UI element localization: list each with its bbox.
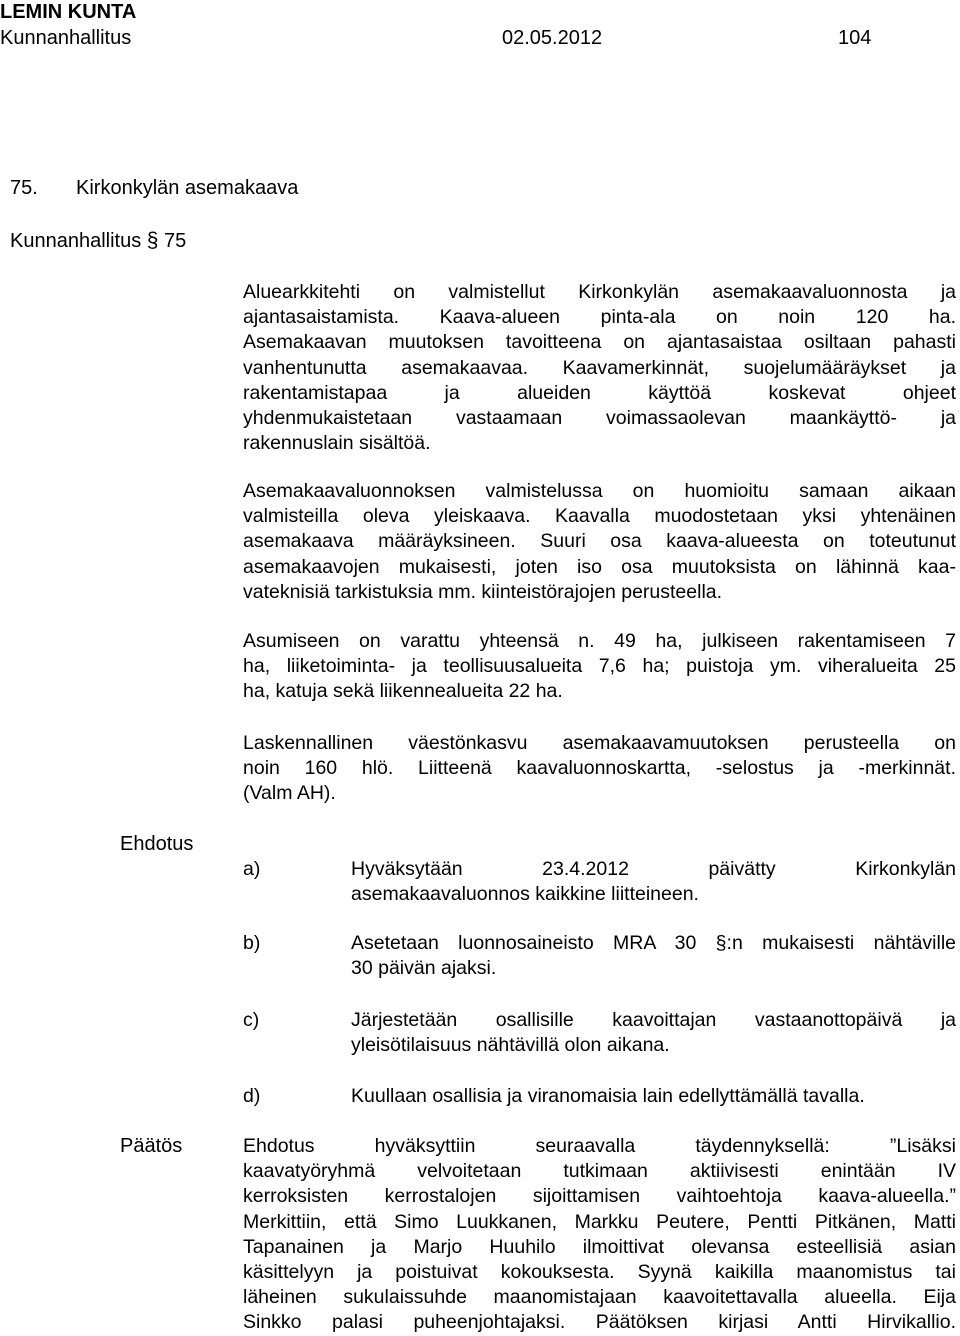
text-line: Asetetaan luonnosaineisto MRA 30 §:n mukaisesti nähtäville bbox=[351, 932, 956, 954]
proposal-item-text bbox=[351, 1008, 956, 1058]
section-title-text: Kirkonkylän asemakaava bbox=[76, 177, 299, 199]
proposal-item-letter: d) bbox=[243, 1085, 261, 1107]
text-line: Asumiseen on varattu yhteensä n. 49 ha, julkiseen rakentamiseen 7 bbox=[243, 630, 956, 652]
text-line: asemakaavaluonnos kaikkine liitteineen. bbox=[351, 883, 699, 906]
text-line: valmisteilla oleva yleiskaava. Kaavalla muodostetaan yksi yhtenäinen bbox=[243, 505, 956, 528]
text-line: 30 päivän ajaksi. bbox=[351, 957, 497, 980]
text-line: kaavatyöryhmä velvoitetaan tutkimaan aktiivisesti enintään IV bbox=[243, 1160, 956, 1183]
text-line: ajantasaistamista. Kaava-alueen pinta-ala on noin 120 ha. bbox=[243, 306, 956, 329]
text-line: rakennuslain sisältöä. bbox=[243, 432, 431, 455]
text-line: käsittelyyn ja poistuivat kokouksesta. Syynä kaikilla maanomistus tai bbox=[243, 1260, 956, 1283]
text-line: Kuullaan osallisia ja viranomaisia lain edellyttämällä tavalla. bbox=[351, 1085, 865, 1107]
header-date: 02.05.2012 bbox=[502, 27, 603, 49]
text-line: asemakaavojen mukaisesti, joten iso osa muutoksista on lähinnä kaa- bbox=[243, 555, 956, 578]
proposal-item-text bbox=[351, 857, 956, 907]
text-line: yleisötilaisuus nähtävillä olon aikana. bbox=[351, 1034, 670, 1057]
text-line: Järjestetään osallisille kaavoittajan vastaanottopäivä ja bbox=[351, 1009, 956, 1031]
text-line: Laskennallinen väestönkasvu asemakaavamuutoksen perusteella on bbox=[243, 732, 956, 754]
header-page-number: 104 bbox=[838, 27, 872, 49]
body-paragraph-3 bbox=[243, 629, 956, 705]
paragraph-mark: § bbox=[146, 229, 159, 252]
body-paragraph-1 bbox=[243, 280, 956, 456]
text-line: Asemakaavan muutoksen tavoitteena on ajantasaistaa osiltaan pahasti bbox=[243, 331, 956, 354]
section-reference bbox=[10, 229, 186, 253]
text-line: ha, liiketoiminta- ja teollisuusalueita 7,6 ha; puistoja ym. viheralueita 25 bbox=[243, 655, 956, 678]
text-line: vanhentunutta asemakaavaa. Kaavamerkinnät, suojelumääräykset ja bbox=[243, 356, 956, 379]
text-line: asemakaava määräyksineen. Suuri osa kaava-alueesta on toteutunut bbox=[243, 530, 956, 553]
proposal-item-letter: b) bbox=[243, 932, 261, 954]
proposal-item-letter: c) bbox=[243, 1009, 260, 1031]
text-line: Sinkko palasi puheenjohtajaksi. Päätöksen kirjasi Antti Hirvikallio. bbox=[243, 1311, 956, 1334]
section-title bbox=[10, 176, 298, 200]
body-paragraph-2 bbox=[243, 479, 956, 605]
text-line: Aluearkkitehti on valmistellut Kirkonkylän asemakaavaluonnosta ja bbox=[243, 281, 956, 303]
text-line: Asemakaavaluonnoksen valmistelussa on huomioitu samaan aikaan bbox=[243, 480, 956, 502]
proposal-item-text bbox=[351, 1084, 956, 1109]
section-number: 75. bbox=[10, 177, 38, 199]
header-board: Kunnanhallitus bbox=[0, 27, 132, 49]
organization-name: LEMIN KUNTA bbox=[0, 1, 137, 23]
text-line: läheinen sukulaissuhde maanomistajaan kaavoitettavalla alueella. Eija bbox=[243, 1286, 956, 1309]
text-line: ha, katuja sekä liikennealueita 22 ha. bbox=[243, 680, 563, 703]
text-line: Tapanainen ja Marjo Huuhilo ilmoittivat olevansa esteellisiä asian bbox=[243, 1235, 956, 1258]
text-line: Ehdotus hyväksyttiin seuraavalla täydennyksellä: ”Lisäksi bbox=[243, 1135, 956, 1157]
text-line: Hyväksytään 23.4.2012 päivätty Kirkonkylän bbox=[351, 858, 956, 880]
decision-text bbox=[243, 1134, 956, 1336]
section-reference-body: Kunnanhallitus bbox=[10, 230, 142, 252]
text-line: kerroksisten kerrostalojen sijoittamisen vaihtoehtoja kaava-alueella.” bbox=[243, 1185, 956, 1208]
text-line: (Valm AH). bbox=[243, 782, 336, 805]
text-line: rakentamistapaa ja alueiden käyttöä koskevat ohjeet bbox=[243, 381, 956, 404]
section-reference-number: 75 bbox=[164, 230, 187, 252]
text-line: yhdenmukaistetaan vastaamaan voimassaolevan maankäyttö- ja bbox=[243, 406, 956, 429]
proposal-label: Ehdotus bbox=[120, 833, 194, 855]
proposal-item-text bbox=[351, 931, 956, 981]
text-line: noin 160 hlö. Liitteenä kaavaluonnoskartta, -selostus ja -merkinnät. bbox=[243, 757, 956, 780]
text-line: vateknisiä tarkistuksia mm. kiinteistörajojen perusteella. bbox=[243, 580, 723, 603]
text-line: Merkittiin, että Simo Luukkanen, Markku Peutere, Pentti Pitkänen, Matti bbox=[243, 1210, 956, 1233]
decision-label: Päätös bbox=[120, 1135, 183, 1157]
proposal-item-letter: a) bbox=[243, 858, 261, 880]
body-paragraph-4 bbox=[243, 731, 956, 807]
